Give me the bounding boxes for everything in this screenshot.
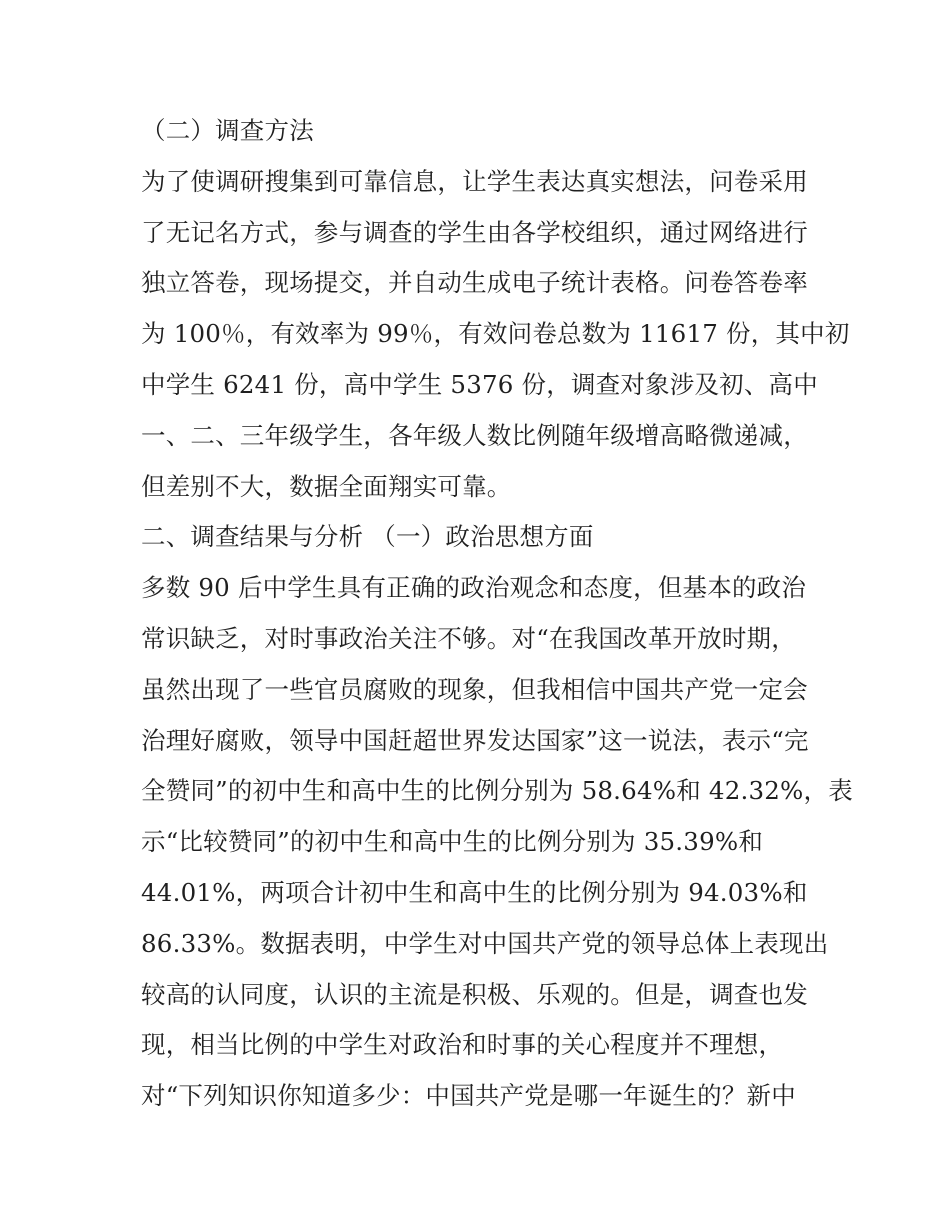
text-line: 对“下列知识你知道多少：中国共产党是哪一年诞生的？新中 (141, 1081, 796, 1111)
section-heading-results: 二、调查结果与分析 （一）政治思想方面 (141, 522, 594, 552)
text-line: 全赞同”的初中生和高中生的比例分别为 58.64%和 42.32%，表 (141, 776, 853, 806)
text-line: 但差别不大，数据全面翔实可靠。 (141, 471, 512, 501)
text-line: 常识缺乏，对时事政治关注不够。对“在我国改革开放时期， (141, 623, 796, 653)
text-line: 为了使调研搜集到可靠信息，让学生表达真实想法，问卷采用 (141, 166, 808, 196)
text-line: 44.01%，两项合计初中生和高中生的比例分别为 94.03%和 (141, 877, 808, 907)
text-line: 虽然出现了一些官员腐败的现象，但我相信中国共产党一定会 (141, 674, 808, 704)
text-line: 现，相当比例的中学生对政治和时事的关心程度并不理想， (141, 1030, 784, 1060)
document-body (141, 108, 853, 1124)
section-heading-survey-method: （二）调查方法 (141, 116, 314, 145)
text-line: 示“比较赞同”的初中生和高中生的比例分别为 35.39%和 (141, 827, 764, 857)
text-line: 中学生 6241 份，高中学生 5376 份，调查对象涉及初、高中 (141, 369, 818, 399)
text-line: 较高的认同度，认识的主流是积极、乐观的。但是，调查也发 (141, 979, 808, 1009)
text-line: 治理好腐败，领导中国赶超世界发达国家”这一说法，表示“完 (141, 725, 809, 755)
text-line: 了无记名方式，参与调查的学生由各学校组织，通过网络进行 (141, 217, 808, 247)
text-line: 为 100％，有效率为 99％，有效问卷总数为 11617 份，其中初 (141, 319, 850, 349)
text-line: 独立答卷，现场提交，并自动生成电子统计表格。问卷答卷率 (141, 268, 808, 298)
text-line: 86.33%。数据表明，中学生对中国共产党的领导总体上表现出 (141, 928, 829, 958)
text-line: 多数 90 后中学生具有正确的政治观念和态度，但基本的政治 (141, 573, 807, 603)
text-line: 一、二、三年级学生，各年级人数比例随年级增高略微递减， (141, 420, 808, 450)
